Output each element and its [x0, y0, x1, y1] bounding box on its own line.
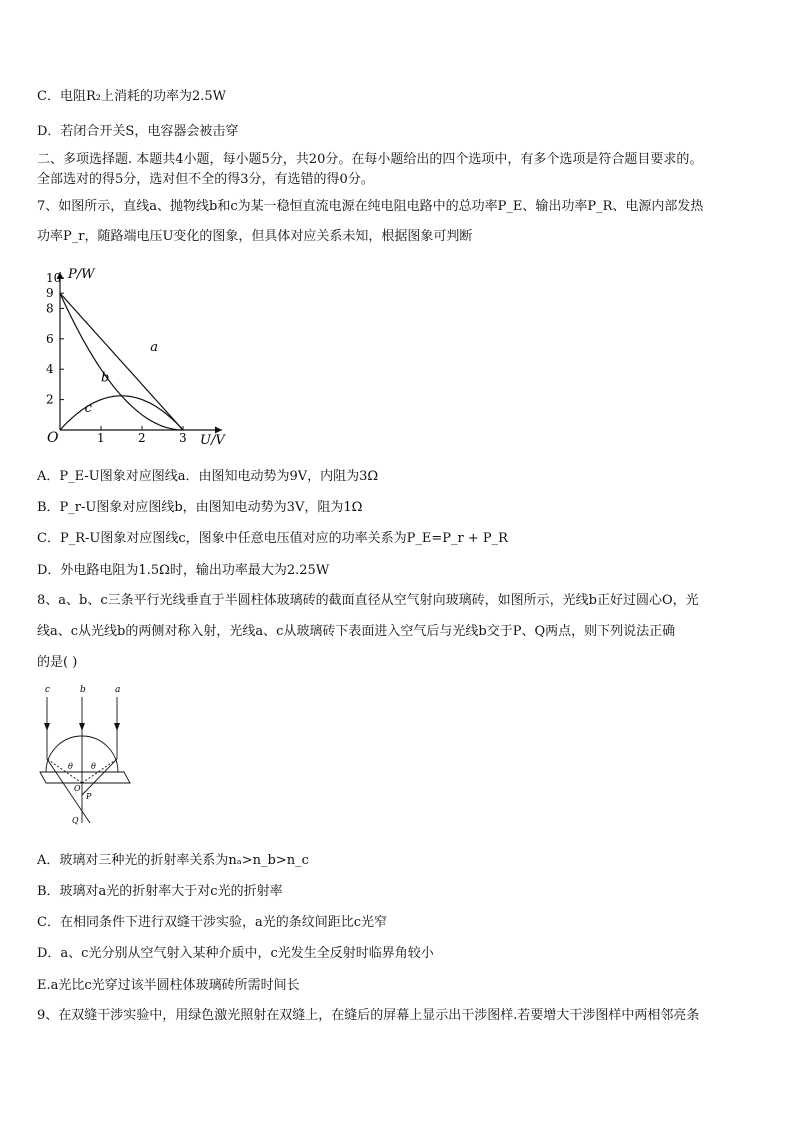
x-tick-label-2: 2 [138, 431, 146, 445]
point-q-label: Q [72, 816, 79, 825]
origin-label: O [47, 430, 59, 446]
refracted-ray-a [82, 759, 117, 795]
center-o-label: O [74, 784, 81, 793]
curve-label-c: c [84, 400, 92, 416]
ray-c-label: c [45, 685, 51, 695]
curve-label-b: b [101, 370, 110, 386]
q7-option-b: B．P_r-U图象对应图线b，由图知电动势为3V，阻为1Ω [37, 500, 363, 515]
q8-stem-line1: 8、a、b、c三条平行光线垂直于半圆柱体玻璃砖的截面直径从空气射向玻璃砖，如图所示，光线b正好过圆心O，光 [37, 593, 699, 608]
q8-stem-line2: 线a、c从光线b的两侧对称入射，光线a、c从玻璃砖下表面进入空气后与光线b交于P、Q两点，则下列说法正确 [37, 624, 676, 639]
curve-c [60, 396, 183, 430]
y-tick-label-9: 9 [46, 286, 54, 301]
q7-stem-line1: 7、如图所示，直线a、抛物线b和c为某一稳恒直流电源在纯电阻电路中的总功率P_E、输出功率P_R、电源内部发热 [37, 199, 704, 214]
y-tick-label-2: 2 [46, 392, 54, 407]
q9-stem-line1: 9、在双缝干涉实验中，用绿色激光照射在双缝上，在缝后的屏幕上显示出干涉图样.若要增大干涉图样中两相邻亮条 [37, 1008, 700, 1023]
q8-stem-line3: 的是( ) [37, 655, 78, 670]
q7-power-voltage-chart [30, 262, 240, 452]
normal-c [47, 759, 82, 783]
q8-option-a: A．玻璃对三种光的折射率关系为nₐ>n_b>n_c [37, 853, 309, 868]
normal-a [82, 759, 117, 783]
ray-a-arrow [114, 723, 120, 731]
ray-a-label: a [115, 685, 121, 695]
q7-option-d: D．外电路电阻为1.5Ω时，输出功率最大为2.25W [37, 563, 330, 578]
y-tick-label-4: 4 [46, 362, 54, 377]
q7-stem-line2: 功率P_r，随路端电压U变化的图象，但具体对应关系未知，根据图象可判断 [37, 229, 473, 244]
q8-option-d: D．a、c光分别从空气射入某种介质中，c光发生全反射时临界角较小 [37, 946, 434, 961]
x-axis-label: U/V [200, 433, 225, 448]
curve-label-a: a [150, 339, 158, 355]
x-tick-label-3: 3 [179, 431, 187, 445]
ray-b-arrow [79, 723, 85, 731]
point-p-label: P [86, 792, 92, 801]
ray-c-arrow [44, 723, 50, 731]
y-tick-label-6: 6 [46, 331, 54, 346]
x-tick-label-1: 1 [97, 431, 105, 445]
q6-option-c: C．电阻R₂上消耗的功率为2.5W [37, 89, 226, 104]
section-heading-line1: 二、多项选择题. 本题共4小题，每小题5分，共20分。在每小题给出的四个选项中，有多个选项是符合题目要求的。 [37, 152, 703, 167]
theta-right-label: θ [91, 762, 96, 771]
q8-option-b: B．玻璃对a光的折射率大于对c光的折射率 [37, 884, 283, 899]
curve-a [60, 293, 183, 430]
section-heading-line2: 全部选对的得5分，选对但不全的得3分，有选错的得0分。 [37, 172, 374, 187]
q7-option-a: A．P_E-U图象对应图线a．由图知电动势为9V，内阻为3Ω [37, 469, 379, 484]
glass-base [40, 772, 130, 783]
y-tick-label-8: 8 [46, 301, 54, 316]
y-tick-label-10: 10 [46, 271, 62, 285]
q6-option-d: D．若闭合开关S，电容器会被击穿 [37, 124, 239, 139]
q8-option-c: C．在相同条件下进行双缝干涉实验，a光的条纹间距比c光窄 [37, 915, 387, 930]
q8-glass-semicylinder-figure [30, 683, 150, 833]
q8-option-e: E.a光比c光穿过该半圆柱体玻璃砖所需时间长 [37, 978, 300, 993]
theta-left-label: θ [68, 762, 73, 771]
ray-b-label: b [80, 685, 86, 695]
y-axis-label: P/W [68, 267, 95, 282]
q7-option-c: C．P_R-U图象对应图线c，图象中任意电压值对应的功率关系为P_E=P_r + P_R [37, 531, 508, 546]
